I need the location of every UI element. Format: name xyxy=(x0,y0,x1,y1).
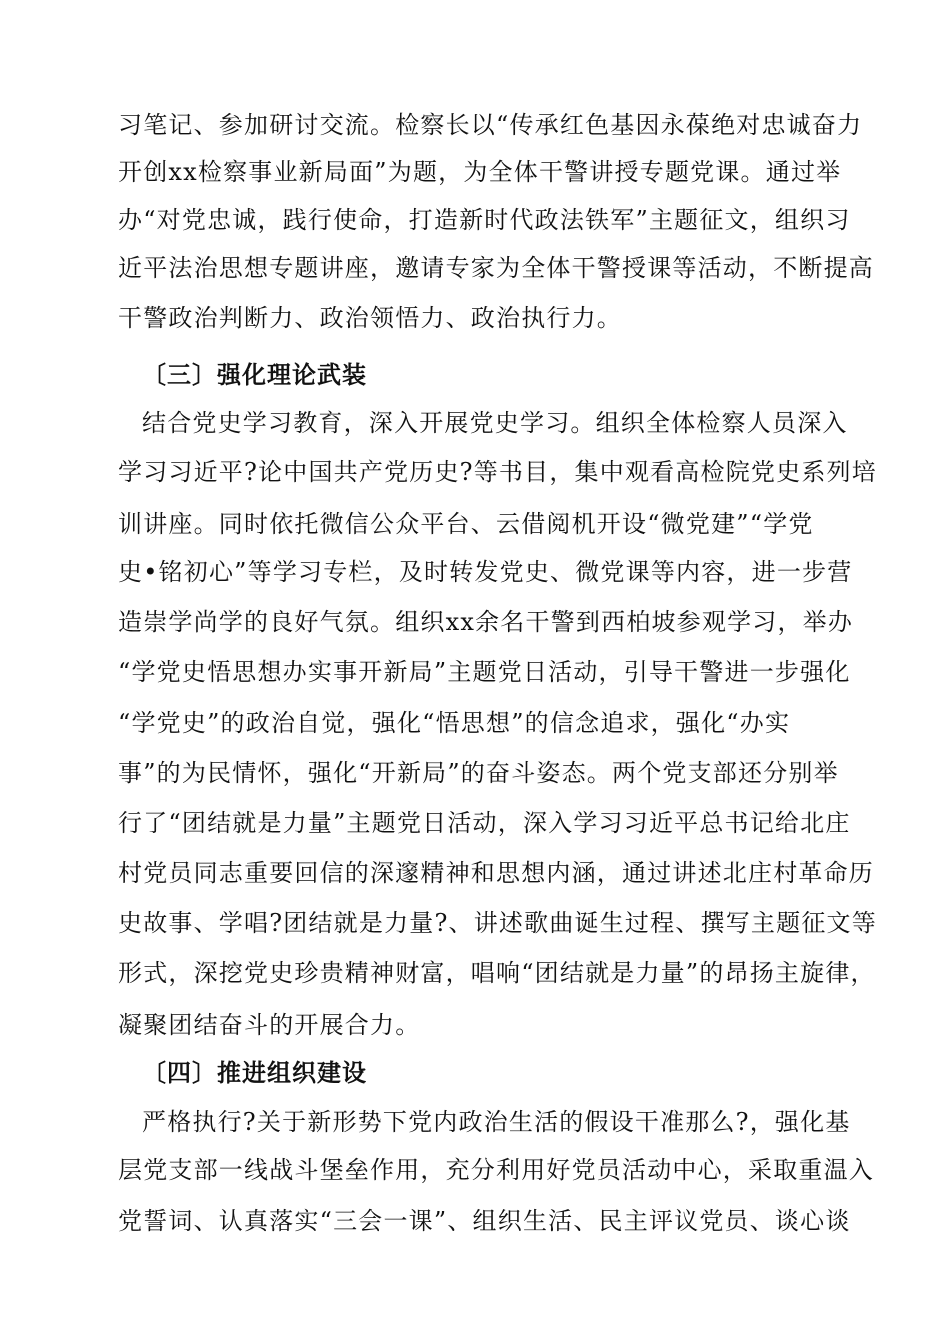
section-heading-4: 〔四〕推进组织建设 xyxy=(142,1058,367,1087)
section-heading-3: 〔三〕强化理论武装 xyxy=(142,360,367,389)
paragraph-line: 史故事、学唱?团结就是力量?、讲述歌曲诞生过程、撰写主题征文等 xyxy=(118,909,877,937)
paragraph-line: 近平法治思想专题讲座，邀请专家为全体干警授课等活动，不断提高 xyxy=(118,254,874,282)
paragraph-line: 严格执行?关于新形势下党内政治生活的假设干准那么?，强化基 xyxy=(142,1108,851,1136)
paragraph-line: “学党史”的政治自觉，强化“悟思想”的信念追求，强化“办实 xyxy=(118,709,791,737)
paragraph-line: 结合党史学习教育，深入开展党史学习。组织全体检察人员深入 xyxy=(142,409,848,437)
paragraph-line: 事”的为民情怀，强化“开新局”的奋斗姿态。两个党支部还分别举 xyxy=(118,759,839,787)
paragraph-line: 办“对党忠诚，践行使命，打造新时代政法铁军”主题征文，组织习 xyxy=(118,206,851,234)
paragraph-line: 干警政治判断力、政治领悟力、政治执行力。 xyxy=(118,304,622,332)
paragraph-line: 造崇学尚学的良好气氛。组织xx余名干警到西柏坡参观学习，举办 xyxy=(118,608,854,636)
paragraph-line: 党誓词、认真落实“三会一课”、组织生活、民主评议党员、谈心谈 xyxy=(118,1207,851,1235)
paragraph-line: 村党员同志重要回信的深邃精神和思想内涵，通过讲述北庄村革命历 xyxy=(118,859,874,887)
paragraph-line: 凝聚团结奋斗的开展合力。 xyxy=(118,1011,421,1039)
paragraph-line: 形式，深挖党史珍贵精神财富，唱响“团结就是力量”的昂扬主旋律， xyxy=(118,959,876,987)
paragraph-line: 开创xx检察事业新局面”为题，为全体干警讲授专题党课。通过举 xyxy=(118,158,842,186)
paragraph-line: 学习习近平?论中国共产党历史?等书目，集中观看高检院党史系列培 xyxy=(118,458,877,486)
paragraph-line: 行了“团结就是力量”主题党日活动，深入学习习近平总书记给北庄 xyxy=(118,809,851,837)
paragraph-line: “学党史悟思想办实事开新局”主题党日活动，引导干警进一步强化 xyxy=(118,658,851,686)
paragraph-line: 习笔记、参加研讨交流。检察长以“传承红色基因永葆绝对忠诚奋力 xyxy=(118,111,863,139)
paragraph-line: 层党支部一线战斗堡垒作用，充分利用好党员活动中心，采取重温入 xyxy=(118,1156,874,1184)
paragraph-line: 史•铭初心”等学习专栏，及时转发党史、微党课等内容，进一步营 xyxy=(118,558,853,586)
paragraph-line: 训讲座。同时依托微信公众平台、云借阅机开设“微党建”“学党 xyxy=(118,510,814,538)
